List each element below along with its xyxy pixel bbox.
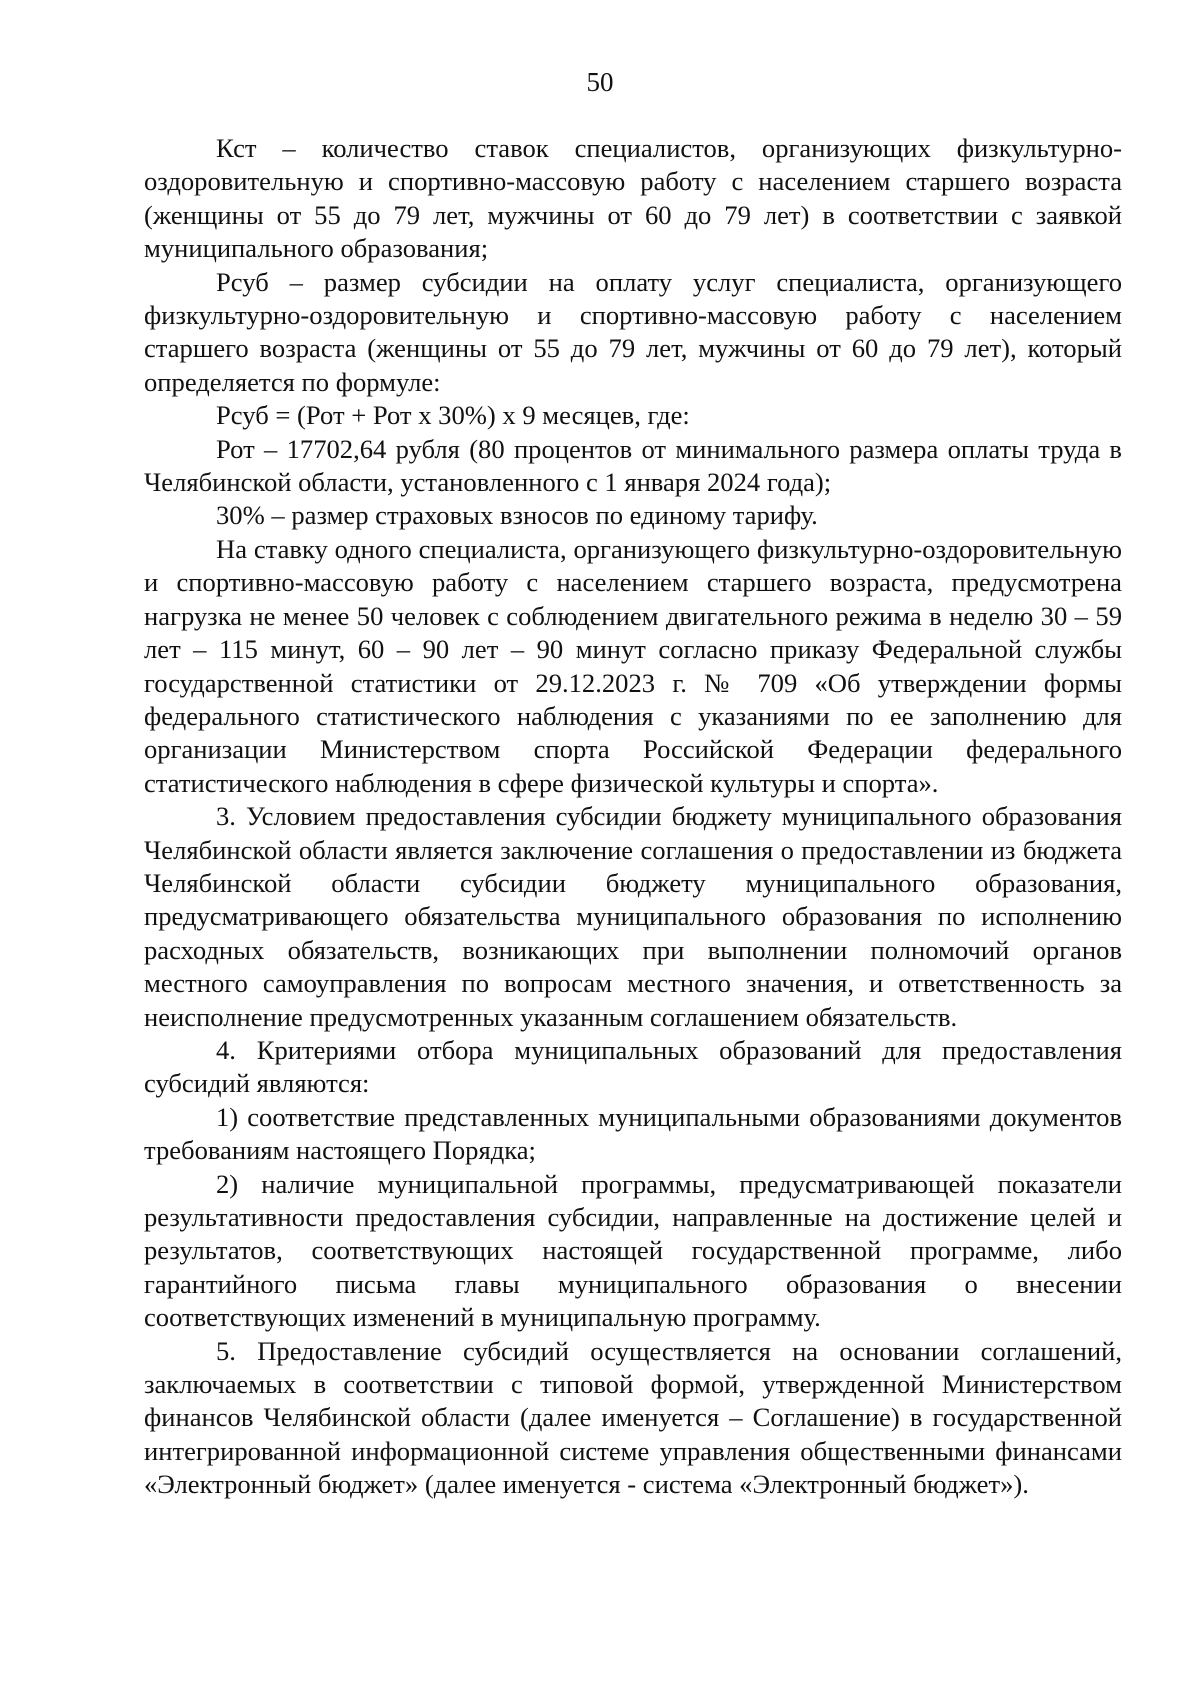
document-body [144, 132, 1122, 1502]
paragraph-rsub-definition: Рсуб – размер субсидии на оплату услуг специалиста, организующего физкультурно-оздоровительную и спортивно-массовую работу с населением старшего возраста (женщины от 55 до 79 лет, мужчины от 60 до 79 лет), который определяется по формуле: [144, 266, 1122, 397]
paragraph-workload: На ставку одного специалиста, организующего физкультурно-оздоровительную и спортивно-массовую работу с населением старшего возраста, предусмотрена нагрузка не менее 50 человек с соблюдением двигательного режима в неделю 30 – 59 лет – 115 минут, 60 – 90 лет – 90 минут согласно приказу Федеральной службы государственной статистики от 29.12.2023 г. № 709 «Об утверждении формы федерального статистического наблюдения с указаниями по ее заполнению для организации Министерством спорта Российской Федерации федерального статистического наблюдения в сфере физической культуры и спорта». [144, 533, 1122, 798]
paragraph-criterion-2: 2) наличие муниципальной программы, предусматривающей показатели результативности предоставления субсидии, направленные на достижение целей и результатов, соответствующих настоящей государственной программе, либо гарантийного письма главы муниципального образования о внесении соответствующих изменений в муниципальную программу. [144, 1168, 1122, 1333]
page-number: 50 [586, 67, 614, 97]
paragraph-insurance-rate: 30% – размер страховых взносов по единому тарифу. [216, 500, 818, 531]
paragraph-rot-definition: Рот – 17702,64 рубля (80 процентов от минимального размера оплаты труда в Челябинской области, установленного с 1 января 2024 года); [144, 433, 1122, 498]
paragraph-item-5: 5. Предоставление субсидий осуществляется на основании соглашений, заключаемых в соответствии с типовой формой, утвержденной Министерством финансов Челябинской области (далее именуется – Соглашение) в государственной интегрированной информационной системе управления общественными финансами «Электронный бюджет» (далее именуется - система «Электронный бюджет»). [144, 1335, 1122, 1500]
paragraph-item-3: 3. Условием предоставления субсидии бюджету муниципального образования Челябинской области является заключение соглашения о предоставлении из бюджета Челябинской области субсидии бюджету муниципального образования, предусматривающего обязательства муниципального образования по исполнению расходных обязательств, возникающих при выполнении полномочий органов местного самоуправления по вопросам местного значения, и ответственность за неисполнение предусмотренных указанным соглашением обязательств. [144, 801, 1122, 1032]
paragraph-criterion-1: 1) соответствие представленных муниципальными образованиями документов требованиям настоящего Порядка; [144, 1101, 1122, 1166]
paragraph-item-4: 4. Критериями отбора муниципальных образований для предоставления субсидий являются: [144, 1034, 1122, 1099]
paragraph-kst-definition: Кст – количество ставок специалистов, организующих физкультурно-оздоровительную и спортивно-массовую работу с населением старшего возраста (женщины от 55 до 79 лет, мужчины от 60 до 79 лет) в соответствии с заявкой муниципального образования; [144, 133, 1122, 264]
paragraph-rsub-formula: Рсуб = (Рот + Рот х 30%) х 9 месяцев, где: [216, 400, 690, 431]
